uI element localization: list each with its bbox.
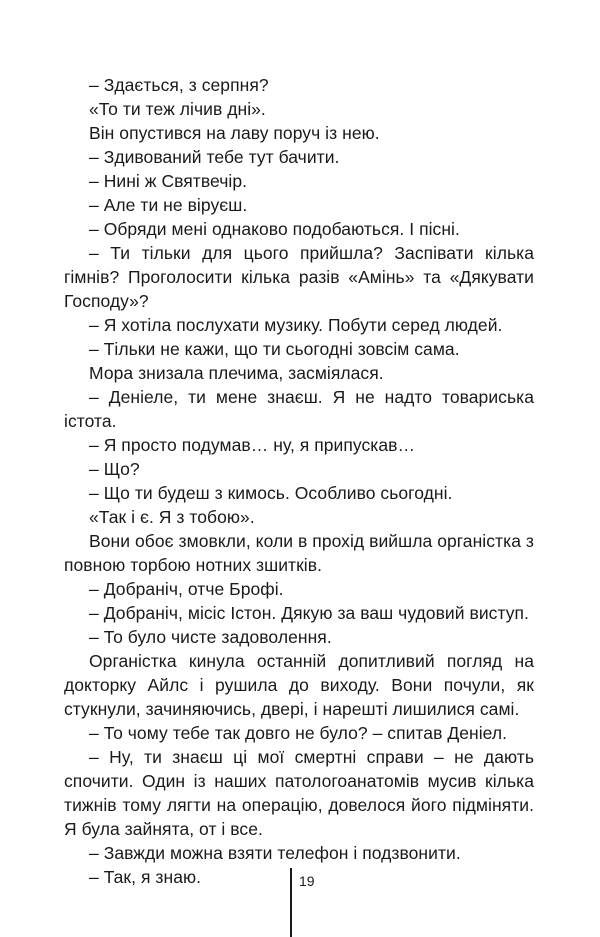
paragraph: – Нині ж Святвечір. [89, 171, 248, 191]
paragraph: Органістка кинула останній допитливий погляд на докторку Айлс і рушила до виходу. Вони почули, як стукнули, зачиняючись, двері, і нарешті лишилися самі. [64, 651, 534, 719]
paragraph: – Але ти не віруєш. [89, 195, 248, 215]
body-text [64, 73, 534, 889]
page-number-rule [290, 868, 292, 937]
paragraph: – Тільки не кажи, що ти сьогодні зовсім сама. [89, 339, 460, 359]
paragraph: – Здивований тебе тут бачити. [89, 147, 340, 167]
paragraph: – Так, я знаю. [89, 867, 202, 887]
paragraph: – Завжди можна взяти телефон і подзвонити. [89, 843, 461, 863]
paragraph: – Обряди мені однаково подобаються. І пісні. [89, 219, 460, 239]
paragraph: – Я просто подумав… ну, я припускав… [89, 435, 416, 455]
paragraph: – То чому тебе так довго не було? – спитав Деніел. [89, 723, 508, 743]
paragraph: Вони обоє змовкли, коли в прохід вийшла органістка з повною торбою нотних зшитків. [64, 531, 534, 575]
paragraph: Мора знизала плечима, засміялася. [89, 363, 384, 383]
paragraph: – Я хотіла послухати музику. Побути серед людей. [89, 315, 503, 335]
page-footer [0, 868, 600, 937]
paragraph: – Що? [89, 459, 140, 479]
paragraph: – Що ти будеш з кимось. Особливо сьогодні. [89, 483, 453, 503]
paragraph: Він опустився на лаву поруч із нею. [89, 123, 380, 143]
paragraph: «То ти теж лічив дні». [89, 99, 266, 119]
paragraph: – Ну, ти знаєш ці мої смертні справи – не дають спочити. Один із наших патологоанатомів мусив кілька тижнів тому лягти на операцію, довелося його підміняти. Я була зайнята, от і все. [64, 747, 534, 839]
paragraph: – Добраніч, отче Брофі. [89, 579, 284, 599]
paragraph: – Ти тільки для цього прийшла? Заспівати кілька гімнів? Проголосити кілька разів «Амінь» та «Дякувати Господу»? [64, 243, 534, 311]
paragraph: – Здається, з серпня? [89, 75, 269, 95]
page-number: 19 [299, 873, 315, 889]
paragraph: – Добраніч, місіс Істон. Дякую за ваш чудовий виступ. [89, 603, 529, 623]
paragraph: – Деніеле, ти мене знаєш. Я не надто товариська істота. [64, 387, 534, 431]
paragraph: – То було чисте задоволення. [89, 627, 332, 647]
paragraph: «Так і є. Я з тобою». [89, 507, 255, 527]
